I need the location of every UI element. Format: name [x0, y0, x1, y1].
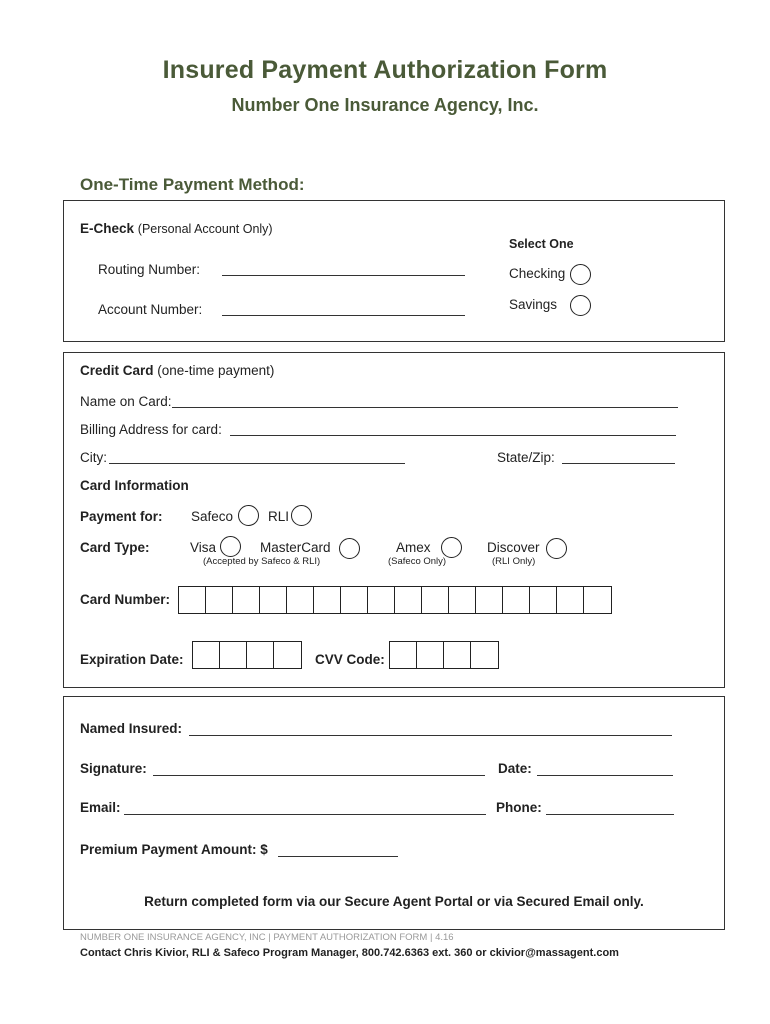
safeco-radio[interactable]: [238, 505, 259, 526]
expiration-date-cells[interactable]: [192, 641, 302, 669]
checking-label: Checking: [509, 266, 566, 281]
form-title: Insured Payment Authorization Form: [162, 56, 608, 84]
rli-label: RLI: [268, 509, 290, 524]
signature-field[interactable]: [153, 775, 485, 776]
cvv-code-cells[interactable]: [389, 641, 499, 669]
named-insured-field[interactable]: [189, 735, 672, 736]
state-zip-field[interactable]: [562, 463, 675, 464]
savings-radio[interactable]: [570, 295, 591, 316]
savings-label: Savings: [509, 297, 558, 312]
credit-card-title: Credit Card: [80, 363, 154, 378]
card-number-cells[interactable]: [178, 586, 612, 614]
discover-label: Discover: [487, 540, 540, 555]
city-field[interactable]: [109, 463, 405, 464]
footer-contact: Contact Chris Kivior, RLI & Safeco Program Manager, 800.742.6363 ext. 360 or ckivior@massagent.com: [80, 947, 619, 959]
phone-label: Phone:: [496, 800, 542, 815]
discover-radio[interactable]: [546, 538, 567, 559]
section-title: One-Time Payment Method:: [80, 175, 305, 194]
name-on-card-label: Name on Card:: [80, 394, 172, 409]
phone-field[interactable]: [546, 814, 674, 815]
mastercard-radio[interactable]: [339, 538, 360, 559]
mastercard-label: MasterCard: [260, 540, 331, 555]
date-field[interactable]: [537, 775, 673, 776]
billing-address-label: Billing Address for card:: [80, 422, 222, 437]
credit-card-note: (one-time payment): [157, 363, 275, 378]
amex-label: Amex: [396, 540, 431, 555]
signature-label: Signature:: [80, 761, 147, 776]
billing-address-field[interactable]: [230, 435, 676, 436]
visa-radio[interactable]: [220, 536, 241, 557]
date-label: Date:: [498, 761, 532, 776]
email-field[interactable]: [124, 814, 486, 815]
account-number-field[interactable]: [222, 315, 465, 316]
name-on-card-field[interactable]: [172, 407, 678, 408]
visa-note: (Accepted by Safeco & RLI): [203, 556, 321, 567]
amex-radio[interactable]: [441, 537, 462, 558]
checking-radio[interactable]: [570, 264, 591, 285]
routing-number-label: Routing Number:: [98, 262, 201, 277]
card-type-label: Card Type:: [80, 540, 150, 555]
card-number-label: Card Number:: [80, 592, 171, 607]
routing-number-field[interactable]: [222, 275, 465, 276]
payment-for-label: Payment for:: [80, 509, 163, 524]
account-number-label: Account Number:: [98, 302, 203, 317]
discover-note: (RLI Only): [492, 556, 536, 567]
named-insured-label: Named Insured:: [80, 721, 183, 736]
echeck-title: E-Check: [80, 221, 135, 236]
rli-radio[interactable]: [291, 505, 312, 526]
premium-amount-field[interactable]: [278, 856, 398, 857]
credit-card-heading: [80, 363, 274, 378]
return-instructions: Return completed form via our Secure Agent Portal or via Secured Email only.: [144, 894, 644, 909]
state-zip-label: State/Zip:: [497, 450, 555, 465]
premium-amount-label: Premium Payment Amount: $: [80, 842, 268, 857]
cvv-code-label: CVV Code:: [315, 652, 385, 667]
city-label: City:: [80, 450, 107, 465]
echeck-heading: [80, 221, 273, 236]
email-label: Email:: [80, 800, 121, 815]
safeco-label: Safeco: [191, 509, 234, 524]
card-information-label: Card Information: [80, 478, 189, 493]
expiration-date-label: Expiration Date:: [80, 652, 184, 667]
select-one-label: Select One: [509, 237, 574, 251]
agency-name: Number One Insurance Agency, Inc.: [231, 95, 539, 115]
visa-label: Visa: [190, 540, 217, 555]
amex-note: (Safeco Only): [388, 556, 447, 567]
footer-form-id: NUMBER ONE INSURANCE AGENCY, INC | PAYMENT AUTHORIZATION FORM | 4.16: [80, 932, 454, 943]
echeck-note: (Personal Account Only): [137, 222, 273, 236]
